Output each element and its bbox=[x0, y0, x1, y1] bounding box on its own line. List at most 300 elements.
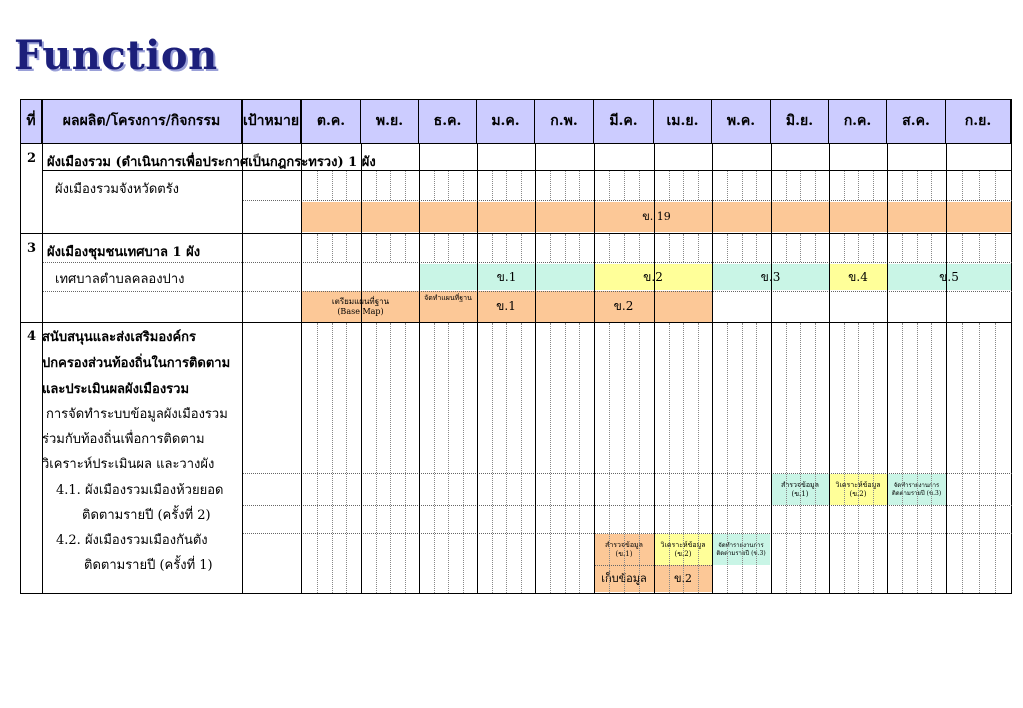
table-border-right bbox=[1011, 99, 1012, 593]
week-line bbox=[917, 534, 918, 593]
week-line bbox=[639, 506, 640, 533]
row4-desc-2: ร่วมกับท้องถิ่นเพื่อการติดตาม bbox=[42, 432, 205, 447]
week-line bbox=[346, 534, 347, 593]
header-month-3: ธ.ค. bbox=[419, 99, 477, 143]
week-line bbox=[917, 506, 918, 533]
week-line bbox=[962, 234, 963, 262]
header-divider bbox=[20, 143, 1012, 144]
week-line bbox=[550, 234, 551, 262]
week-line bbox=[727, 474, 728, 505]
week-line bbox=[639, 234, 640, 262]
row4-a3-l2: ติดตามรายปี (ข.3) bbox=[891, 489, 942, 497]
week-line bbox=[698, 171, 699, 200]
row-divider bbox=[42, 170, 1012, 171]
sub-row-divider bbox=[42, 262, 1012, 263]
week-line bbox=[609, 506, 610, 533]
week-line bbox=[346, 506, 347, 533]
week-line bbox=[800, 506, 801, 533]
week-line bbox=[979, 323, 980, 473]
week-line bbox=[639, 323, 640, 473]
week-line bbox=[639, 534, 640, 593]
week-line bbox=[579, 234, 580, 262]
row2-no: 2 bbox=[27, 151, 37, 166]
week-line bbox=[756, 323, 757, 473]
week-line bbox=[815, 506, 816, 533]
week-line bbox=[683, 323, 684, 473]
week-line bbox=[858, 234, 859, 262]
week-line bbox=[844, 506, 845, 533]
row3-makemap-label: จัดทำแผนที่ฐาน bbox=[424, 294, 472, 302]
week-line bbox=[902, 323, 903, 473]
row4-c2-l2: (ข.2) bbox=[674, 549, 692, 558]
week-line bbox=[698, 506, 699, 533]
week-line bbox=[492, 234, 493, 262]
row2-bar-label: ข. 19 bbox=[642, 210, 671, 224]
week-line bbox=[815, 474, 816, 505]
week-line bbox=[800, 474, 801, 505]
month-divider bbox=[594, 143, 595, 593]
week-line bbox=[579, 323, 580, 473]
week-line bbox=[609, 534, 610, 593]
row4-item1-2: ติดตามรายปี (ครั้งที่ 2) bbox=[82, 508, 211, 523]
header-month-2: พ.ย. bbox=[361, 99, 419, 143]
week-line bbox=[844, 323, 845, 473]
week-line bbox=[815, 234, 816, 262]
week-line bbox=[800, 323, 801, 473]
week-line bbox=[995, 171, 996, 200]
week-line bbox=[727, 506, 728, 533]
week-line bbox=[565, 534, 566, 593]
week-line bbox=[521, 474, 522, 505]
week-line bbox=[506, 534, 507, 593]
sub-row-divider bbox=[242, 505, 1012, 506]
week-line bbox=[332, 234, 333, 262]
row3-sub: เทศบาลตำบลคลองปาง bbox=[55, 272, 185, 287]
week-line bbox=[317, 234, 318, 262]
row4-a3-l1: จัดทำรายงานการ bbox=[893, 482, 940, 489]
week-line bbox=[405, 474, 406, 505]
month-divider bbox=[535, 143, 536, 593]
row4-c3-l2: ติดตามรายปี (ข.3) bbox=[716, 549, 766, 557]
col-divider bbox=[42, 99, 43, 593]
week-line bbox=[346, 234, 347, 262]
row3-makemap-bar bbox=[419, 291, 477, 322]
week-line bbox=[390, 474, 391, 505]
week-line bbox=[376, 474, 377, 505]
week-line bbox=[742, 534, 743, 593]
row4-c5-label: ข.2 bbox=[673, 571, 692, 585]
week-line bbox=[448, 474, 449, 505]
week-line bbox=[448, 323, 449, 473]
week-line bbox=[492, 171, 493, 200]
row3-bar-k4-label: ข.4 bbox=[848, 269, 868, 284]
week-line bbox=[405, 534, 406, 593]
week-line bbox=[995, 234, 996, 262]
week-line bbox=[624, 234, 625, 262]
header-month-5: ก.พ. bbox=[535, 99, 594, 143]
table-border-top bbox=[20, 99, 1012, 100]
week-line bbox=[492, 474, 493, 505]
week-line bbox=[800, 234, 801, 262]
week-line bbox=[669, 474, 670, 505]
week-line bbox=[669, 234, 670, 262]
week-line bbox=[815, 171, 816, 200]
week-line bbox=[639, 474, 640, 505]
week-line bbox=[609, 323, 610, 473]
header-month-6: มี.ค. bbox=[594, 99, 654, 143]
header-target: เป้าหมาย bbox=[242, 99, 301, 143]
week-line bbox=[565, 474, 566, 505]
header-item: ผลผลิต/โครงการ/กิจกรรม bbox=[42, 99, 242, 143]
week-line bbox=[727, 171, 728, 200]
week-line bbox=[317, 323, 318, 473]
week-line bbox=[521, 171, 522, 200]
week-line bbox=[376, 323, 377, 473]
row3-b2-label: ข.2 bbox=[613, 299, 634, 313]
row3-bar-k1-label: ข.1 bbox=[496, 269, 517, 284]
row3-prep-line1: เตรียมแผนที่ฐาน bbox=[331, 296, 390, 306]
week-line bbox=[405, 234, 406, 262]
month-divider bbox=[477, 143, 478, 593]
week-line bbox=[844, 474, 845, 505]
week-line bbox=[756, 506, 757, 533]
week-line bbox=[463, 506, 464, 533]
week-line bbox=[624, 323, 625, 473]
header-month-11: ส.ค. bbox=[887, 99, 946, 143]
row4-c1-l1: สำรวจข้อมูล bbox=[605, 540, 643, 549]
week-line bbox=[931, 171, 932, 200]
week-line bbox=[979, 506, 980, 533]
week-line bbox=[492, 534, 493, 593]
row4-c1-l2: (ข.1) bbox=[615, 549, 633, 558]
week-line bbox=[873, 234, 874, 262]
week-line bbox=[565, 323, 566, 473]
week-line bbox=[609, 474, 610, 505]
row4-c4-label: เก็บข้อมูล bbox=[601, 571, 647, 585]
week-line bbox=[332, 474, 333, 505]
sub-row-divider bbox=[242, 200, 1012, 201]
week-line bbox=[786, 534, 787, 593]
week-line bbox=[521, 534, 522, 593]
row3-bar-k5 bbox=[887, 264, 1011, 290]
week-line bbox=[376, 534, 377, 593]
header-month-12: ก.ย. bbox=[946, 99, 1011, 143]
row-divider bbox=[20, 322, 1012, 323]
week-line bbox=[815, 323, 816, 473]
week-line bbox=[390, 234, 391, 262]
week-line bbox=[698, 234, 699, 262]
week-line bbox=[683, 234, 684, 262]
week-line bbox=[317, 171, 318, 200]
header-month-10: ก.ค. bbox=[829, 99, 887, 143]
row4-a1-l2: (ข.1) bbox=[791, 489, 809, 498]
row3-bar-k1 bbox=[419, 264, 594, 290]
week-line bbox=[902, 506, 903, 533]
week-line bbox=[756, 534, 757, 593]
week-line bbox=[346, 171, 347, 200]
week-line bbox=[962, 323, 963, 473]
row3-b1-label: ข.1 bbox=[496, 299, 516, 313]
row4-desc-1: การจัดทำระบบข้อมูลผังเมืองรวม bbox=[46, 407, 228, 422]
week-line bbox=[902, 234, 903, 262]
week-line bbox=[376, 171, 377, 200]
week-line bbox=[902, 474, 903, 505]
week-line bbox=[873, 323, 874, 473]
week-line bbox=[579, 171, 580, 200]
row2-sub: ผังเมืองรวมจังหวัดตรัง bbox=[55, 182, 180, 197]
week-line bbox=[434, 506, 435, 533]
week-line bbox=[931, 474, 932, 505]
week-line bbox=[506, 474, 507, 505]
week-line bbox=[742, 474, 743, 505]
week-line bbox=[858, 171, 859, 200]
page-title: Function bbox=[14, 32, 218, 79]
week-line bbox=[727, 534, 728, 593]
week-line bbox=[506, 506, 507, 533]
week-line bbox=[405, 506, 406, 533]
week-line bbox=[858, 534, 859, 593]
week-line bbox=[931, 506, 932, 533]
week-line bbox=[683, 534, 684, 593]
week-line bbox=[962, 474, 963, 505]
week-line bbox=[756, 474, 757, 505]
row4-item1-1: 4.1. ผังเมืองรวมเมืองห้วยยอด bbox=[56, 483, 224, 498]
month-divider bbox=[712, 143, 713, 593]
header-month-4: ม.ค. bbox=[477, 99, 535, 143]
week-line bbox=[786, 234, 787, 262]
week-line bbox=[434, 171, 435, 200]
week-line bbox=[609, 234, 610, 262]
row4-desc-3: วิเคราะห์ประเมินผล และวางผัง bbox=[42, 457, 215, 472]
week-line bbox=[858, 506, 859, 533]
row2-bar bbox=[302, 202, 1011, 232]
week-line bbox=[506, 323, 507, 473]
week-line bbox=[550, 323, 551, 473]
table-border-bottom bbox=[20, 593, 1012, 594]
row3-heading: ผังเมืองชุมชนเทศบาล 1 ผัง bbox=[47, 245, 201, 260]
week-line bbox=[434, 234, 435, 262]
week-line bbox=[332, 534, 333, 593]
week-line bbox=[579, 534, 580, 593]
week-line bbox=[448, 234, 449, 262]
week-line bbox=[550, 534, 551, 593]
week-line bbox=[800, 534, 801, 593]
week-line bbox=[873, 506, 874, 533]
week-line bbox=[550, 474, 551, 505]
week-line bbox=[506, 171, 507, 200]
row3-b1-bar bbox=[477, 291, 535, 322]
week-line bbox=[669, 171, 670, 200]
week-line bbox=[858, 323, 859, 473]
week-line bbox=[698, 474, 699, 505]
week-line bbox=[639, 171, 640, 200]
row3-bar-k4 bbox=[829, 264, 887, 290]
week-line bbox=[506, 234, 507, 262]
week-line bbox=[434, 534, 435, 593]
week-line bbox=[698, 323, 699, 473]
week-line bbox=[844, 534, 845, 593]
week-line bbox=[492, 506, 493, 533]
week-line bbox=[873, 534, 874, 593]
week-line bbox=[390, 323, 391, 473]
week-line bbox=[742, 506, 743, 533]
week-line bbox=[550, 506, 551, 533]
sub-row-divider bbox=[242, 473, 1012, 474]
week-line bbox=[917, 323, 918, 473]
week-line bbox=[463, 534, 464, 593]
row4-a1-l1: สำรวจข้อมูล bbox=[781, 480, 819, 489]
week-line bbox=[995, 534, 996, 593]
week-line bbox=[979, 234, 980, 262]
row3-bar-k2 bbox=[594, 264, 712, 290]
month-divider bbox=[654, 143, 655, 593]
week-line bbox=[931, 323, 932, 473]
week-line bbox=[521, 506, 522, 533]
week-line bbox=[521, 323, 522, 473]
week-line bbox=[317, 474, 318, 505]
week-line bbox=[917, 234, 918, 262]
week-line bbox=[624, 474, 625, 505]
month-divider bbox=[946, 143, 947, 593]
week-line bbox=[995, 323, 996, 473]
month-divider bbox=[887, 143, 888, 593]
week-line bbox=[727, 234, 728, 262]
week-line bbox=[931, 534, 932, 593]
week-line bbox=[786, 474, 787, 505]
row3-bar-k2-label: ข.2 bbox=[643, 269, 663, 284]
row3-bar-k5-label: ข.5 bbox=[939, 269, 959, 284]
week-line bbox=[669, 534, 670, 593]
week-line bbox=[346, 474, 347, 505]
week-line bbox=[917, 171, 918, 200]
week-line bbox=[492, 323, 493, 473]
week-line bbox=[902, 534, 903, 593]
week-line bbox=[550, 171, 551, 200]
row4-c3-l1: จัดทำรายงานการ bbox=[718, 542, 764, 549]
week-line bbox=[727, 323, 728, 473]
row2-heading: ผังเมืองรวม (ดำเนินการเพื่อประกาศเป็นกฎกระทรวง) 1 ผัง bbox=[47, 155, 376, 170]
week-line bbox=[756, 171, 757, 200]
table-border-left bbox=[20, 99, 21, 593]
row4-no: 4 bbox=[27, 329, 37, 344]
week-line bbox=[844, 171, 845, 200]
week-line bbox=[979, 474, 980, 505]
row3-prep-line2: (Base Map) bbox=[337, 306, 384, 316]
week-line bbox=[390, 171, 391, 200]
week-line bbox=[858, 474, 859, 505]
week-line bbox=[800, 171, 801, 200]
week-line bbox=[786, 171, 787, 200]
row3-bar-k3-label: ข.3 bbox=[760, 269, 781, 284]
month-divider bbox=[419, 143, 420, 593]
col-divider bbox=[301, 99, 302, 593]
header-month-8: พ.ค. bbox=[712, 99, 771, 143]
week-line bbox=[609, 171, 610, 200]
week-line bbox=[390, 506, 391, 533]
sub-row-divider bbox=[242, 533, 1012, 534]
row4-heading-3: และประเมินผลผังเมืองรวม bbox=[42, 382, 190, 397]
week-line bbox=[463, 234, 464, 262]
week-line bbox=[742, 171, 743, 200]
week-line bbox=[756, 234, 757, 262]
month-divider bbox=[361, 143, 362, 593]
week-line bbox=[624, 506, 625, 533]
row4-c2-l1: วิเคราะห์ข้อมูล bbox=[660, 540, 706, 549]
week-line bbox=[962, 506, 963, 533]
week-line bbox=[565, 234, 566, 262]
week-line bbox=[332, 323, 333, 473]
week-line bbox=[448, 506, 449, 533]
week-line bbox=[376, 506, 377, 533]
week-line bbox=[624, 171, 625, 200]
row-divider bbox=[20, 233, 1012, 234]
week-line bbox=[565, 506, 566, 533]
row4-heading-1: สนับสนุนและส่งเสริมองค์กร bbox=[42, 330, 197, 345]
week-line bbox=[962, 534, 963, 593]
week-line bbox=[873, 474, 874, 505]
week-line bbox=[742, 323, 743, 473]
week-line bbox=[683, 506, 684, 533]
month-divider bbox=[829, 143, 830, 593]
row3-b2-bar bbox=[535, 291, 712, 322]
week-line bbox=[962, 171, 963, 200]
month-divider bbox=[771, 143, 772, 593]
week-line bbox=[931, 234, 932, 262]
week-line bbox=[317, 506, 318, 533]
week-line bbox=[346, 323, 347, 473]
row4-item2-2: ติดตามรายปี (ครั้งที่ 1) bbox=[84, 558, 213, 573]
week-line bbox=[873, 171, 874, 200]
week-line bbox=[979, 534, 980, 593]
week-line bbox=[463, 474, 464, 505]
week-line bbox=[448, 171, 449, 200]
week-line bbox=[434, 474, 435, 505]
week-line bbox=[332, 506, 333, 533]
row4-a2-l2: (ข.2) bbox=[849, 489, 867, 498]
week-line bbox=[742, 234, 743, 262]
week-line bbox=[448, 534, 449, 593]
row4-a2-l1: วิเคราะห์ข้อมูล bbox=[835, 480, 881, 489]
week-line bbox=[669, 506, 670, 533]
week-line bbox=[995, 506, 996, 533]
week-line bbox=[917, 474, 918, 505]
header-month-1: ต.ค. bbox=[302, 99, 361, 143]
header-month-7: เม.ย. bbox=[654, 99, 712, 143]
week-line bbox=[405, 171, 406, 200]
week-line bbox=[579, 506, 580, 533]
week-line bbox=[317, 534, 318, 593]
week-line bbox=[463, 323, 464, 473]
week-line bbox=[995, 474, 996, 505]
week-line bbox=[815, 534, 816, 593]
week-line bbox=[624, 534, 625, 593]
week-line bbox=[683, 171, 684, 200]
week-line bbox=[521, 234, 522, 262]
week-line bbox=[902, 171, 903, 200]
week-line bbox=[376, 234, 377, 262]
sub-row-divider bbox=[594, 565, 712, 566]
week-line bbox=[669, 323, 670, 473]
week-line bbox=[786, 506, 787, 533]
week-line bbox=[786, 323, 787, 473]
week-line bbox=[698, 534, 699, 593]
header-no: ที่ bbox=[21, 99, 42, 143]
row3-no: 3 bbox=[27, 241, 37, 256]
week-line bbox=[463, 171, 464, 200]
week-line bbox=[683, 474, 684, 505]
row4-c3-bar bbox=[712, 534, 770, 565]
week-line bbox=[565, 171, 566, 200]
